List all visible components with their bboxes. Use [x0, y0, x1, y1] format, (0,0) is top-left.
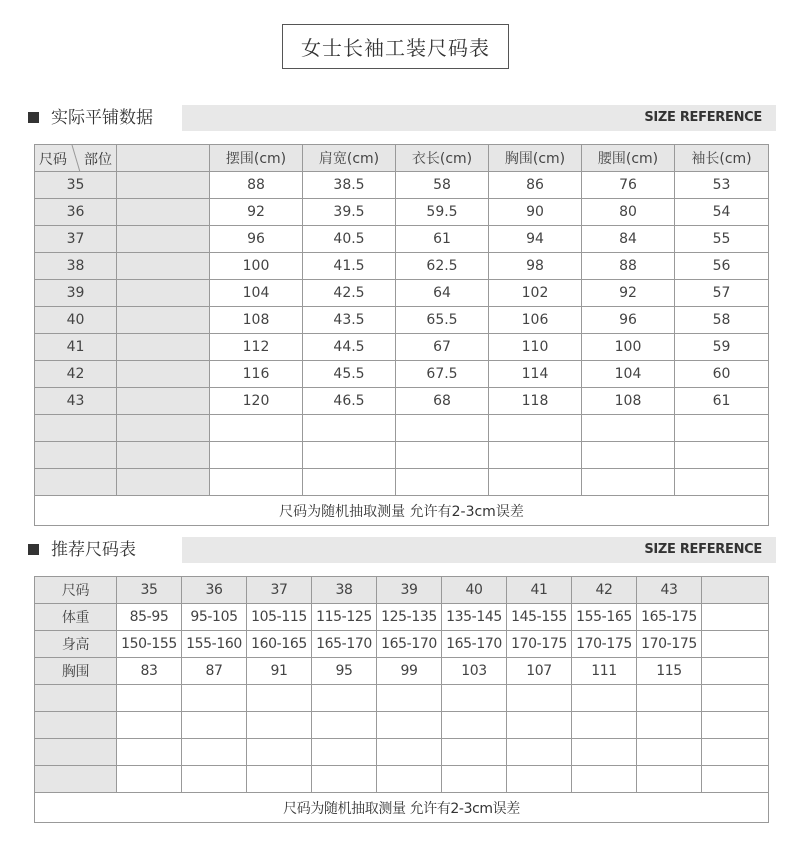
value-cell — [117, 253, 210, 280]
size-header: 36 — [182, 577, 247, 604]
value-cell — [312, 766, 377, 793]
value-cell: 103 — [442, 658, 507, 685]
value-cell: 87 — [182, 658, 247, 685]
value-cell: 108 — [210, 307, 303, 334]
table-row — [35, 280, 769, 307]
value-cell: 135-145 — [442, 604, 507, 631]
value-cell — [637, 766, 702, 793]
value-cell: 165-170 — [377, 631, 442, 658]
value-cell — [675, 442, 769, 469]
value-cell: 56 — [675, 253, 769, 280]
value-cell: 59.5 — [396, 199, 489, 226]
column-header: 衣长(cm) — [396, 145, 489, 172]
size-header: 43 — [637, 577, 702, 604]
row-label — [35, 739, 117, 766]
value-cell: 99 — [377, 658, 442, 685]
value-cell — [507, 739, 572, 766]
size-reference-label: SIZE REFERENCE — [644, 542, 762, 557]
value-cell — [247, 712, 312, 739]
table-row — [35, 199, 769, 226]
value-cell — [489, 442, 582, 469]
value-cell: 160-165 — [247, 631, 312, 658]
table-row — [35, 334, 769, 361]
value-cell — [117, 415, 210, 442]
value-cell — [572, 712, 637, 739]
value-cell: 92 — [582, 280, 675, 307]
value-cell — [247, 685, 312, 712]
value-cell: 60 — [675, 361, 769, 388]
note-row — [35, 793, 769, 823]
value-cell — [312, 739, 377, 766]
column-header: 胸围(cm) — [489, 145, 582, 172]
value-cell — [117, 685, 182, 712]
value-cell: 44.5 — [303, 334, 396, 361]
size-reference-label: SIZE REFERENCE — [644, 110, 762, 125]
table-row — [35, 469, 769, 496]
value-cell — [489, 469, 582, 496]
value-cell: 108 — [582, 388, 675, 415]
value-cell — [637, 685, 702, 712]
value-cell — [303, 442, 396, 469]
size-cell: 38 — [35, 253, 117, 280]
size-cell: 42 — [35, 361, 117, 388]
value-cell: 39.5 — [303, 199, 396, 226]
value-cell — [442, 712, 507, 739]
value-cell — [507, 712, 572, 739]
value-cell: 165-170 — [442, 631, 507, 658]
square-bullet-icon — [28, 544, 39, 555]
value-cell — [117, 469, 210, 496]
value-cell: 155-165 — [572, 604, 637, 631]
value-cell — [507, 685, 572, 712]
value-cell — [312, 712, 377, 739]
value-cell — [702, 631, 769, 658]
value-cell — [637, 712, 702, 739]
value-cell: 95 — [312, 658, 377, 685]
value-cell: 111 — [572, 658, 637, 685]
recommend-table — [34, 576, 769, 823]
value-cell: 165-170 — [312, 631, 377, 658]
size-cell — [35, 469, 117, 496]
value-cell: 67 — [396, 334, 489, 361]
corner-size-label: 尺码 — [39, 152, 67, 168]
value-cell: 115 — [637, 658, 702, 685]
table-row — [35, 442, 769, 469]
value-cell — [117, 199, 210, 226]
section-header-measurements — [28, 105, 776, 131]
size-cell — [35, 415, 117, 442]
value-cell — [702, 658, 769, 685]
value-cell: 57 — [675, 280, 769, 307]
value-cell — [117, 712, 182, 739]
value-cell: 170-175 — [637, 631, 702, 658]
value-cell — [303, 469, 396, 496]
size-cell: 39 — [35, 280, 117, 307]
value-cell — [303, 415, 396, 442]
value-cell — [582, 442, 675, 469]
table-row — [35, 361, 769, 388]
value-cell: 102 — [489, 280, 582, 307]
value-cell — [117, 334, 210, 361]
value-cell: 110 — [489, 334, 582, 361]
row-label — [35, 712, 117, 739]
value-cell: 54 — [675, 199, 769, 226]
size-cell: 35 — [35, 172, 117, 199]
value-cell — [442, 766, 507, 793]
value-cell: 98 — [489, 253, 582, 280]
value-cell: 88 — [582, 253, 675, 280]
tolerance-note: 尺码为随机抽取测量 允许有2-3cm误差 — [35, 793, 769, 823]
value-cell — [702, 739, 769, 766]
row-label — [35, 685, 117, 712]
corner-part-label: 部位 — [84, 152, 112, 168]
value-cell: 115-125 — [312, 604, 377, 631]
value-cell — [312, 685, 377, 712]
value-cell — [702, 685, 769, 712]
size-header: 40 — [442, 577, 507, 604]
value-cell — [702, 766, 769, 793]
section-title: 实际平铺数据 — [51, 108, 153, 128]
table-row — [35, 739, 769, 766]
value-cell — [182, 739, 247, 766]
value-cell — [582, 469, 675, 496]
value-cell — [572, 685, 637, 712]
value-cell: 155-160 — [182, 631, 247, 658]
value-cell: 84 — [582, 226, 675, 253]
value-cell: 85-95 — [117, 604, 182, 631]
size-cell — [35, 442, 117, 469]
value-cell: 114 — [489, 361, 582, 388]
value-cell: 90 — [489, 199, 582, 226]
value-cell: 62.5 — [396, 253, 489, 280]
table-row — [35, 658, 769, 685]
value-cell: 61 — [675, 388, 769, 415]
size-cell: 43 — [35, 388, 117, 415]
row-label: 胸围 — [35, 658, 117, 685]
header-row — [35, 145, 769, 172]
value-cell: 116 — [210, 361, 303, 388]
table-row — [35, 253, 769, 280]
value-cell — [182, 712, 247, 739]
value-cell: 53 — [675, 172, 769, 199]
tolerance-note: 尺码为随机抽取测量 允许有2-3cm误差 — [35, 496, 769, 526]
value-cell: 170-175 — [572, 631, 637, 658]
size-header: 35 — [117, 577, 182, 604]
column-header — [117, 145, 210, 172]
size-header: 42 — [572, 577, 637, 604]
value-cell: 86 — [489, 172, 582, 199]
value-cell — [396, 415, 489, 442]
value-cell: 96 — [210, 226, 303, 253]
value-cell — [247, 766, 312, 793]
value-cell: 112 — [210, 334, 303, 361]
value-cell: 96 — [582, 307, 675, 334]
row-label-header: 尺码 — [35, 577, 117, 604]
table-row — [35, 307, 769, 334]
value-cell: 38.5 — [303, 172, 396, 199]
value-cell — [182, 685, 247, 712]
value-cell — [117, 226, 210, 253]
value-cell: 67.5 — [396, 361, 489, 388]
column-header: 摆围(cm) — [210, 145, 303, 172]
header-row — [35, 577, 769, 604]
size-header: 41 — [507, 577, 572, 604]
value-cell — [702, 712, 769, 739]
value-cell: 42.5 — [303, 280, 396, 307]
value-cell: 58 — [675, 307, 769, 334]
table-row — [35, 685, 769, 712]
value-cell — [396, 469, 489, 496]
value-cell: 64 — [396, 280, 489, 307]
value-cell: 95-105 — [182, 604, 247, 631]
size-header: 37 — [247, 577, 312, 604]
column-header: 袖长(cm) — [675, 145, 769, 172]
value-cell — [396, 442, 489, 469]
value-cell: 55 — [675, 226, 769, 253]
value-cell: 80 — [582, 199, 675, 226]
value-cell — [247, 739, 312, 766]
value-cell: 94 — [489, 226, 582, 253]
value-cell — [210, 415, 303, 442]
size-cell: 40 — [35, 307, 117, 334]
value-cell — [637, 739, 702, 766]
corner-cell — [35, 145, 117, 172]
value-cell — [489, 415, 582, 442]
size-cell: 37 — [35, 226, 117, 253]
size-header: 39 — [377, 577, 442, 604]
value-cell — [377, 712, 442, 739]
measurement-table — [34, 144, 769, 526]
value-cell: 170-175 — [507, 631, 572, 658]
value-cell: 104 — [582, 361, 675, 388]
value-cell: 59 — [675, 334, 769, 361]
square-bullet-icon — [28, 112, 39, 123]
table-row — [35, 388, 769, 415]
value-cell: 76 — [582, 172, 675, 199]
value-cell — [377, 766, 442, 793]
value-cell: 118 — [489, 388, 582, 415]
page-title: 女士长袖工装尺码表 — [282, 24, 509, 69]
value-cell — [675, 415, 769, 442]
value-cell — [507, 766, 572, 793]
value-cell: 100 — [210, 253, 303, 280]
value-cell — [442, 739, 507, 766]
value-cell — [377, 685, 442, 712]
table-row — [35, 415, 769, 442]
value-cell — [117, 739, 182, 766]
value-cell: 106 — [489, 307, 582, 334]
value-cell: 145-155 — [507, 604, 572, 631]
value-cell: 92 — [210, 199, 303, 226]
value-cell: 41.5 — [303, 253, 396, 280]
row-label: 身高 — [35, 631, 117, 658]
value-cell: 43.5 — [303, 307, 396, 334]
value-cell: 120 — [210, 388, 303, 415]
value-cell — [582, 415, 675, 442]
value-cell: 91 — [247, 658, 312, 685]
value-cell — [117, 307, 210, 334]
value-cell: 83 — [117, 658, 182, 685]
value-cell: 68 — [396, 388, 489, 415]
row-label: 体重 — [35, 604, 117, 631]
value-cell — [210, 469, 303, 496]
value-cell: 58 — [396, 172, 489, 199]
value-cell — [117, 361, 210, 388]
column-header: 腰围(cm) — [582, 145, 675, 172]
size-cell: 36 — [35, 199, 117, 226]
table-row — [35, 172, 769, 199]
column-header: 肩宽(cm) — [303, 145, 396, 172]
value-cell — [675, 469, 769, 496]
value-cell — [442, 685, 507, 712]
note-row — [35, 496, 769, 526]
value-cell: 104 — [210, 280, 303, 307]
size-cell: 41 — [35, 334, 117, 361]
row-label — [35, 766, 117, 793]
value-cell: 88 — [210, 172, 303, 199]
value-cell: 125-135 — [377, 604, 442, 631]
table-row — [35, 631, 769, 658]
value-cell — [182, 766, 247, 793]
value-cell — [702, 604, 769, 631]
value-cell: 100 — [582, 334, 675, 361]
table-row — [35, 226, 769, 253]
value-cell — [572, 766, 637, 793]
value-cell: 105-115 — [247, 604, 312, 631]
section-title: 推荐尺码表 — [51, 540, 136, 560]
value-cell: 45.5 — [303, 361, 396, 388]
value-cell — [117, 388, 210, 415]
value-cell — [377, 739, 442, 766]
section-header-recommend — [28, 537, 776, 563]
value-cell — [117, 280, 210, 307]
value-cell: 107 — [507, 658, 572, 685]
value-cell — [117, 766, 182, 793]
value-cell: 40.5 — [303, 226, 396, 253]
size-header — [702, 577, 769, 604]
size-header: 38 — [312, 577, 377, 604]
value-cell: 46.5 — [303, 388, 396, 415]
value-cell: 61 — [396, 226, 489, 253]
table-row — [35, 604, 769, 631]
value-cell: 165-175 — [637, 604, 702, 631]
value-cell — [117, 442, 210, 469]
table-row — [35, 766, 769, 793]
value-cell — [117, 172, 210, 199]
table-row — [35, 712, 769, 739]
value-cell: 65.5 — [396, 307, 489, 334]
value-cell: 150-155 — [117, 631, 182, 658]
value-cell — [210, 442, 303, 469]
value-cell — [572, 739, 637, 766]
